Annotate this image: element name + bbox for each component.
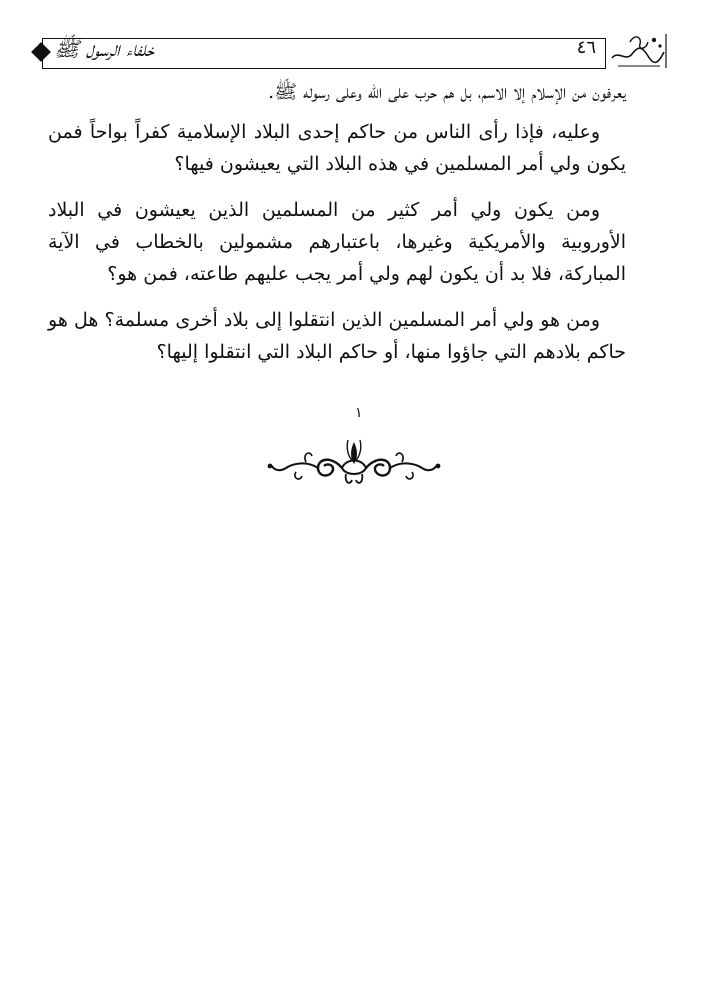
header-frame-left (42, 38, 43, 68)
paragraph: ومن يكون ولي أمر كثير من المسلمين الذين يعيشون في البلاد الأوروبية والأمريكية وغيرها، باعتبارهم مشمولين بالخطاب في الآية المباركة، فلا بد أن يكون لهم ولي أمر يجب عليهم طاعته، فمن هو؟ (48, 199, 626, 285)
running-title: خلفاء الرسول ﷺ (54, 37, 155, 61)
header-frame-right (605, 38, 606, 68)
header-rule-bottom (42, 68, 606, 69)
calligraphy-ornament-icon (608, 28, 670, 72)
paragraph: وعليه، فإذا رأى الناس من حاكم إحدى البلاد الإسلامية كفراً بواحاً فمن يكون ولي أمر المسلمين في هذه البلاد التي يعيشون فيها؟ (48, 121, 626, 175)
footnote-marker: ١ (355, 405, 363, 421)
page-header (30, 28, 676, 74)
paragraph: ومن هو ولي أمر المسلمين الذين انتقلوا إلى بلاد أخرى مسلمة؟ هل هو حاكم بلادهم التي جاؤوا منها، أو حاكم البلاد التي انتقلوا إليها؟ (48, 309, 626, 363)
floral-divider-icon (266, 428, 442, 492)
paragraph: يعرفون من الإسلام إلا الاسم، بل هم حرب على الله وعلى رسوله ﷺ. (268, 81, 626, 103)
page-number: ٤٦ (576, 37, 596, 58)
body-text (48, 76, 626, 382)
diamond-icon (31, 42, 51, 62)
